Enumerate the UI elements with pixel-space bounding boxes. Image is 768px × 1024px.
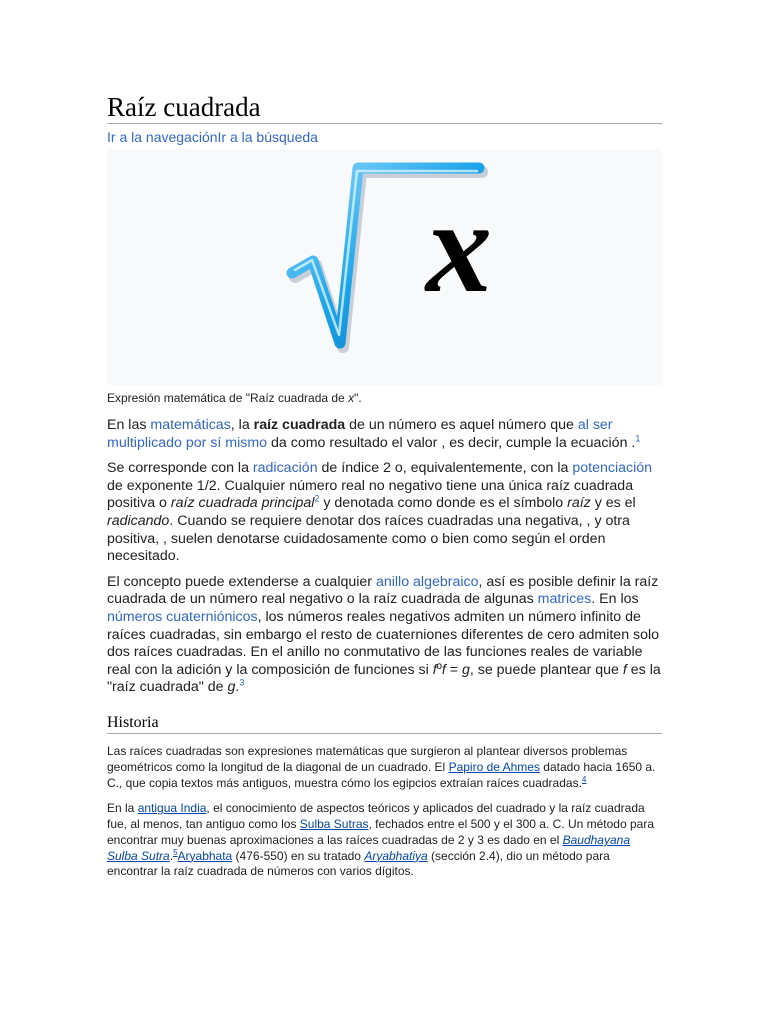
link-anillo-algebraico[interactable]: anillo algebraico [375,573,479,590]
jump-to-navigation-link[interactable]: Ir a la navegación [107,129,218,145]
link-baudhayana-sulba-sutra[interactable]: Baudhayana Sulba Sutra [107,832,631,863]
link-sulba-sutras[interactable]: Sulba Sutras [299,817,369,832]
lead-paragraph-3: El concepto puede extenderse a cualquier anillo algebraico, así es posible definir la raíz cuadrada de un número real negativo o la raíz cuadrada de algunas matrices. En los números cuaterniónicos, los números reales negativos admiten un número infinito de raíces cuadradas, sin embargo el resto de cuaterniones diferentes de cero admiten solo dos raíces cuadradas. En el anillo no conmutativo de las funciones reales de variable real con la adición y la composición de funciones si fºf = g, se puede plantear que f es la "raíz cuadrada" de g.$^3$ [107,573,661,696]
reference-2[interactable]: 2 [314,493,320,504]
historia-section [107,744,662,880]
figure-caption: Expresión matemática de "Raíz cuadrada de x". [107,391,362,405]
link-radicacion[interactable]: radicación [252,460,318,477]
variable-x: x [426,173,492,320]
lead-paragraph-2: Se corresponde con la radicación de índice 2 o, equivalentemente, con la potenciación de exponente 1/2. Cualquier número real no negativo tiene una única raíz cuadrada positiva o raíz cuadrada principal$^2$ y denotada como donde es el símbolo raíz y es el radicando. Cuando se requiere denotar dos raíces cuadradas una negativa, , y otra positiva, , suelen denotarse cuidadosamente como o bien como según el orden necesitado. [107,460,653,565]
link-al-ser-multiplicado[interactable]: al ser multiplicado por sí mismo [107,417,613,451]
link-aryabhata[interactable]: Aryabhata [177,848,233,863]
square-root-symbol-image [107,149,662,385]
lead-section [107,417,662,697]
link-antigua-india[interactable]: antigua India [137,801,207,816]
article-content [107,92,662,880]
link-matrices[interactable]: matrices [537,591,592,608]
section-heading-historia: Historia [107,713,662,734]
link-aryabhatiya[interactable]: Aryabhatiya [364,848,428,863]
historia-paragraph-1: Las raíces cuadradas son expresiones matemáticas que surgieron al plantear diversos problemas geométricos como la longitud de la diagonal de un cuadrado. El Papiro de Ahmes datado hacia 1650 a. C., que copia textos más antiguos, muestra cómo los egipcios extraían raíces cuadradas.$^4$ [107,743,656,790]
reference-5[interactable]: 5 [173,847,178,857]
link-papiro-de-ahmes[interactable]: Papiro de Ahmes [448,759,540,774]
page-title: Raíz cuadrada [107,92,662,124]
reference-1[interactable]: 1 [635,432,641,443]
historia-paragraph-2: En la antigua India, el conocimiento de aspectos teóricos y aplicados del cuadrado y la raíz cuadrada fue, al menos, tan antiguo como los Sulba Sutras, fechados entre el 500 y el 300 a. C. Un método para encontrar muy buenas aproximaciones a las raíces cuadradas de 2 y 3 es dado en el Baudhayana Sulba Sutra.$^5$Aryabhata (476-550) en su tratado Aryabhatiya (sección 2.4), dio un método para encontrar la raíz cuadrada de números con varios dígitos. [107,801,655,879]
square-root-figure [107,149,662,385]
jump-links [107,129,662,146]
link-matematicas[interactable]: matemáticas [150,417,231,433]
reference-4[interactable]: 4 [581,774,587,784]
link-potenciacion[interactable]: potenciación [572,460,653,477]
jump-to-search-link[interactable]: Ir a la búsqueda [217,129,318,145]
reference-3[interactable]: 3 [239,677,245,688]
lead-paragraph-1: En las matemáticas, la raíz cuadrada de un número es aquel número que al ser multiplicado por sí mismo da como resultado el valor , es decir, cumple la ecuación .$^1$ [107,417,641,451]
link-numeros-cuaternionicos[interactable]: números cuaterniónicos [107,608,258,625]
